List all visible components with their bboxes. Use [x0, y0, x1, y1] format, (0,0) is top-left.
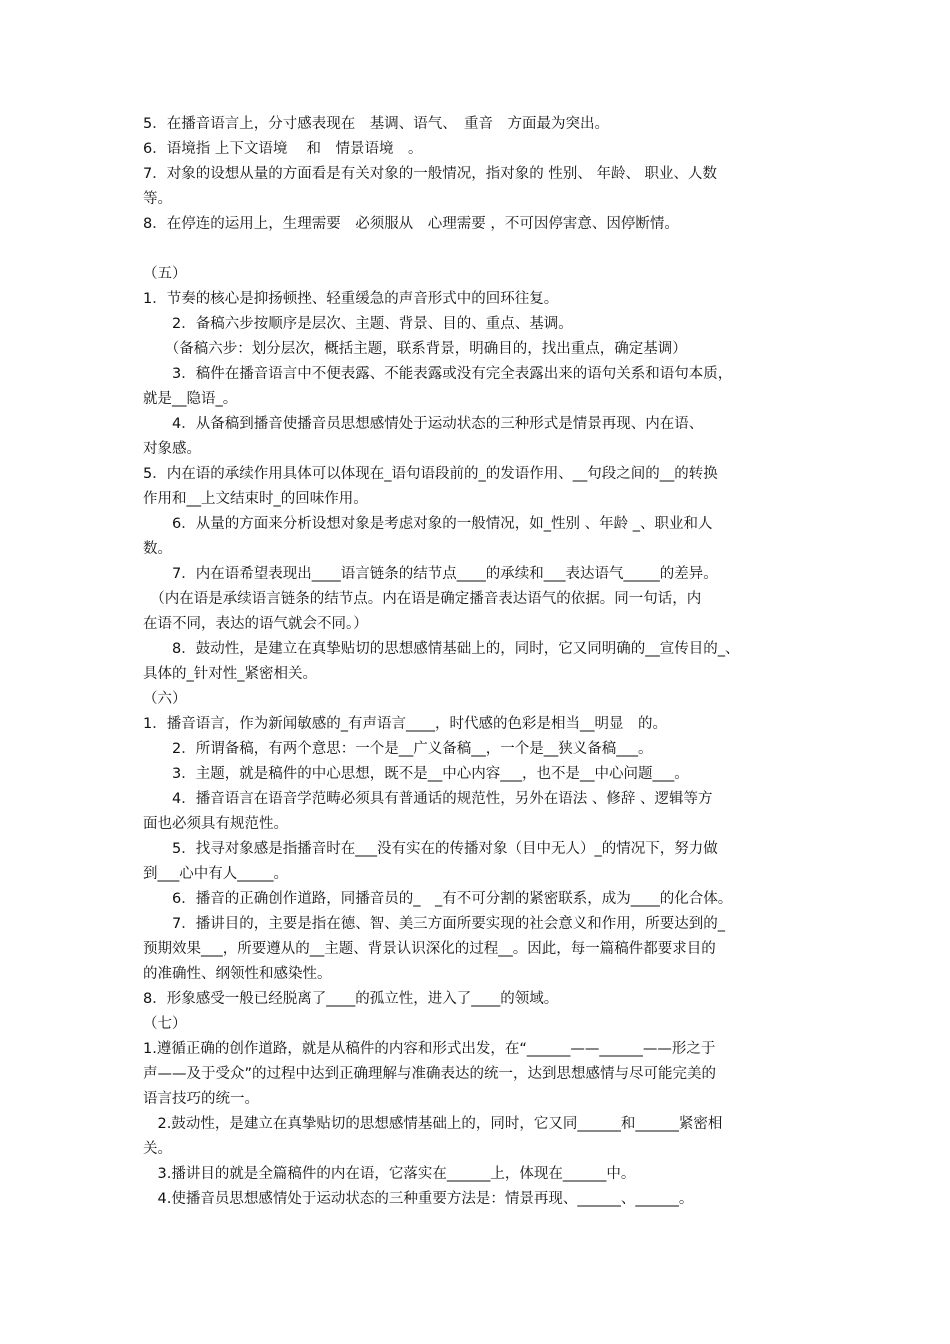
text-line: 预期效果___，所要遵从的__主题、背景认识深化的过程__。因此，每一篇稿件都要求目的 [143, 941, 716, 957]
text-line: （七） [143, 1016, 187, 1032]
text-line: 面也必须具有规范性。 [143, 816, 288, 832]
text-line: 2．备稿六步按顺序是层次、主题、背景、目的、重点、基调。 [143, 316, 573, 332]
text-line: （内在语是承续语言链条的结节点。内在语是确定播音表达语气的依据。同一句话，内 [143, 591, 702, 607]
text-line: 在语不同，表达的语气就会不同。） [143, 616, 368, 632]
text-line: 1.遵循正确的创作道路，就是从稿件的内容和形式出发，在“______——______——形之于 [143, 1041, 716, 1057]
text-line: 2.鼓动性，是建立在真挚贴切的思想感情基础上的，同时，它又同______和______紧密相 [143, 1116, 723, 1132]
text-line: 4.使播音员思想感情处于运动状态的三种重要方法是：情景再现、______、______。 [143, 1191, 694, 1207]
text-line: 5．找寻对象感是指播音时在___没有实在的传播对象（目中无人）_的情况下，努力做 [143, 841, 718, 857]
text-line: 的准确性、纲领性和感染性。 [143, 966, 332, 982]
text-line: 作用和__上文结束时_的回味作用。 [143, 491, 368, 507]
text-line: 就是__隐语_。 [143, 391, 238, 407]
text-line: 1．播音语言，作为新闻敏感的_有声语言____，时代感的色彩是相当__明显 的。 [143, 716, 667, 732]
text-line: 声——及于受众”的过程中达到正确理解与准确表达的统一，达到思想感情与尽可能完美的 [143, 1066, 717, 1082]
text-line: 8．鼓动性，是建立在真挚贴切的思想感情基础上的，同时，它又同明确的__宣传目的_、 [143, 641, 740, 657]
text-line: 2．所谓备稿，有两个意思：一个是__广义备稿__，一个是__狭义备稿___。 [143, 741, 653, 757]
text-line: 5．内在语的承续作用具体可以体现在_语句语段前的_的发语作用、__句段之间的__的转换 [143, 466, 718, 482]
text-line: 1．节奏的核心是抑扬顿挫、轻重缓急的声音形式中的回环往复。 [143, 291, 559, 307]
text-line: 5．在播音语言上，分寸感表现在 基调、语气、 重音 方面最为突出。 [143, 116, 609, 132]
text-line: 7．内在语希望表现出____语言链条的结节点____的承续和___表达语气_____的差异。 [143, 566, 718, 582]
text-line: 等。 [143, 191, 172, 207]
text-line: 数。 [143, 541, 172, 557]
text-line: 3．稿件在播音语言中不便表露、不能表露或没有完全表露出来的语句关系和语句本质， [143, 366, 733, 382]
text-line: 3.播讲目的就是全篇稿件的内在语，它落实在______上，体现在______中。 [143, 1166, 636, 1182]
text-line: 语言技巧的统一。 [143, 1091, 259, 1107]
text-line: 7．对象的设想从量的方面看是有关对象的一般情况，指对象的 性别、 年龄、 职业、人数 [143, 166, 718, 182]
text-line: 具体的_针对性_紧密相关。 [143, 666, 317, 682]
text-line [143, 237, 813, 262]
text-line: 6．播音的正确创作道路，同播音员的_ _有不可分割的紧密联系，成为____的化合体。 [143, 891, 733, 907]
text-line: 6．语境指 上下文语境 和 情景语境 。 [143, 141, 423, 157]
document-body [143, 112, 813, 1212]
text-line: 3．主题，就是稿件的中心思想，既不是__中心内容___，也不是__中心问题___。 [143, 766, 689, 782]
text-line: 关。 [143, 1141, 172, 1157]
text-line: 到___心中有人_____。 [143, 866, 288, 882]
text-line: 4．播音语言在语音学范畴必须具有普通话的规范性，另外在语法 、修辞 、逻辑等方 [143, 791, 713, 807]
text-line: 4．从备稿到播音使播音员思想感情处于运动状态的三种形式是情景再现、内在语、 [143, 416, 704, 432]
text-line: （六） [143, 691, 187, 707]
text-line: 8．形象感受一般已经脱离了____的孤立性，进入了____的领域。 [143, 991, 559, 1007]
text-line: 6．从量的方面来分析设想对象是考虑对象的一般情况，如_性别 、年龄 _、职业和人 [143, 516, 713, 532]
text-line: （五） [143, 266, 187, 282]
text-line: （备稿六步：划分层次，概括主题，联系背景，明确目的，找出重点，确定基调） [143, 341, 687, 357]
text-line: 7．播讲目的，主要是指在德、智、美三方面所要实现的社会意义和作用，所要达到的_ [143, 916, 725, 932]
text-line: 对象感。 [143, 441, 201, 457]
text-line: 8．在停连的运用上，生理需要 必须服从 心理需要 ，不可因停害意、因停断情。 [143, 216, 679, 232]
